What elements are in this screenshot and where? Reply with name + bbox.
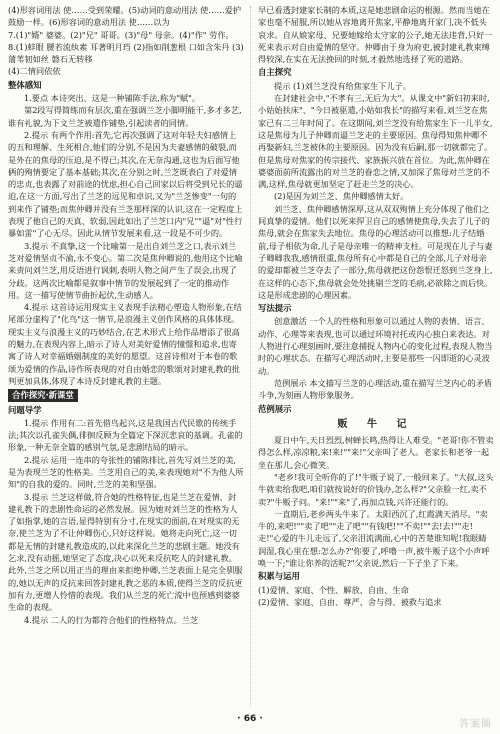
paragraph: 提示 (1)刘兰芝没有给焦家生下儿子。 [274,80,412,91]
paragraph: 刘兰芝、焦仲卿感情深厚,这从双双殉情上充分体现了他们之间真挚的爱情。他们以死来捍卫自己的感情使焦母,失去了儿子的焦母,就会在焦家失去地位。焦母的心理活动可以推想:儿子结婚前,母子相依为命,儿子是母亲唯一的精神支柱。可是现在儿子与妻子卿卿我我,感情很重,焦母所有心中都是自己的全部,儿子对母亲的爱却都被兰芝夺去了一部分,焦母就把这份怨恨迁怒到兰芝身上,在这样的心态下,焦母就会处处挑剔兰芝的毛病,必欲除之而后快。这是形成悲剧的心理因素。 [258,203,493,300]
paragraph: (2)爱情、家庭、自由、尊严、舍与得、被救与追求 [258,596,442,607]
paragraph: 创意激活 一个人的性格和形象可以通过人物的表情、语言、动作、心理等来表现,也可以通过环境衬托或内心独白来表达。对人物进行心理刻画时,要注意捕捉人物内心的变化过程,表现人物当时的心理状态。在描写心理活动时,主要是那些一闪即逝的心灵波动。 [258,316,493,376]
essay-title: 贩 牛 记 [337,418,415,430]
paragraph: 1.提示 作用有二:首先借鸟起兴,这是我国古代民歌的传统手法;其次以孔雀失偶,徘徊反顾为全篇定下深沉悲哀的基调。孔雀的形象,一种无奈全篇的感别气氛,是悲剧结局的暗示。 [8,417,243,453]
paragraph: 在封建社会中,"不孝有三,无后为大"。从课文中"新妇初来时,小姑始扶床"、"今日被驱遣,小姑如我长"的描写来看,刘兰芝在焦家已有二三年时间了。在这期间,刘兰芝没有给焦家生下一儿半女,这是焦母为儿子仲卿而逼兰芝走的主要原因。焦母得知焦仲卿不再娶新妇,兰芝被休的主要原因。因为没有后嗣,那一切就都完了。但是焦母对焦家的传宗接代、家族振兴放在首位。为此,焦仲卿在婆婆面前所流露出的对兰芝的眷恋之情,又加深了焦母对兰芝的不满,这样,焦母就更加坚定了赶走兰芝的决心。 [258,93,493,190]
paragraph: 4.提示 二人的行为都符合他们的性格特点。兰芝 [24,614,199,625]
paragraph: (4)形容词用法 使……受到荣耀。(5)动词的意动用法 使……爱护鼓励一样。(6)形容词的意动用法 使……以为 [8,5,242,28]
paragraph: 4.提示 这首诗运用现实主义表现手法精心塑造人物形象,在结尾部分虚构了"化鸟"这一情节,是浪漫主义创作风格的具体体现。现实主义与浪漫主义的巧妙结合,在艺术形式上给作品增添了很高的魅力,在表现内容上,暗示了诗人对美好爱情的憧憬和追求,也寄寓了诗人对幸福婚姻制度的美好的愿望。这首诗相对于本卷的歌颂为爱情的作品,诗作所表现的对自由婚恋的歌颂对封建礼教的批判更加具体,体现了本诗反封建礼教的主题。 [8,302,242,386]
page-number: · 66 · [237,714,263,724]
section-heading: 积累与运用 [258,571,300,582]
paragraph: 范例展示 本文描写兰芝的心理活动,重在描写兰芝内心的矛盾斗争,为刻画人物形象服务。 [258,377,493,401]
paragraph: 一直期后,老乡两头牛来了。太阳西沉了,红霞满天消尽。"卖牛的,来吧!""卖了吧""走了吧""有钱吧!""不卖!""去!去!""走!走!"心爱的牛儿走远了,父亲泪流满面,心中的苦楚谁知呢!我眼睛润湿,我心里在想:怎么办?"你要了,呼噜一声,被牛贩子这个小声呼唤一下;"谁让你养的活呢?"父亲说,然后一下子坐了下来。 [258,508,490,569]
paragraph: 3.提示 兰芝这样做,符合她的性格特征,也是兰芝在爱情、封建礼教下的悲剧性命运的必然发展。因为她对刘兰芝的性格为人了如指掌,她的言语,显得特别有分寸,在现实的面前,在对现实的无奈,使兰芝为了不让仲卿伤心,只好这样说。她将走向死亡,这一切都是无情的封建礼教造成的,以此来深化兰芝的悲剧主题。她没有乞求,没有动摇,她坚定了态度,决心以死来反抗吃人的封建礼教。此外,兰芝之所以用正当的理由来拒绝仲卿,兰芝表面上是完全驯服的,她以无声的反抗来回答封建礼教之恶的本质,使得兰芝的反抗更加有力,更增人怜惜的表现。我们从兰芝的死亡流中也预感到婆婆生命的表现。 [8,491,243,613]
paragraph: 2.提示 有两个作用:首先,它再次强调了这对年轻夫妇感情上的五和理解、生死相合,他们的分别,不是因为夫妻感情的破裂,而是外在的焦母的压迫,是不得已;其次,在无奈沟通,这也为后面写他俩的殉情要定了基本基础;其次,在分别之时,兰芝既表白了对爱情的忠贞,也表露了对前途的忧虑,担心自己回家以后将受到兄长的逼迫,在这一方面,写出了兰芝的远见和卓识,又为"兰芝惨变"一句的到来作了铺垫;而焦仲卿并没有兰芝那样深的认识,这在一定程度上表现了他自己的天真、软弱,因此如出了兰芝口内"兄""逼"对"性行暴如雷"了心无尽。因此从情节发展来看,这一段是不可少的。 [8,129,243,239]
left-column [8,4,244,626]
paragraph: 夏日中午,天日烈烈,树蝉长鸣,热得让人难受。"老哥!你不管卖得怎么样,凉凉粮,来!来!""来!"父亲叫了老人。老家长和老爷一起坐在那儿,会心微笑。 [258,435,494,470]
section-heading: 问题导学 [8,404,42,415]
paragraph: (2)是因为刘兰芝、焦仲卿感情太好。 [274,191,409,202]
section-banner: 合作探究·新课堂 [8,389,78,401]
paragraph: 7.(1)"婿" 婆婆。(2)"兄" 哥哥。(3)"母" 母亲。(4)"作" 劳作。 [8,29,234,40]
paragraph: 早已看透封建家长制的本质,这是她悲剧命运的根源。然而当她在家也毫不屈服,所以她从容地离开焦家,平静地离开家门,决不低头哀求。自从娘家母、兄要她嫁给太守家的公子,她无法违背,只好一死来表示对自由爱情的坚守。仲卿由于身为府吏,被封建礼教束缚得较深,在实在无法挽回的时刻,才毅然地选择了死的道路。 [258,5,493,65]
paragraph: 2.提示 运用一连串的夸张性的铺陈排比,首先写刘兰芝的美,是为表现兰芝的性格美。兰芝用自己的美,来表现她对"不为他人所知"的自我的爱的。同时,兰芝的美和坚强。 [8,454,244,490]
section-heading: 自主探究 [258,67,292,78]
paragraph: 1.要点 本诗突出、这是一种铺陈手法,称为"赋"。 [24,93,201,104]
paragraph: 3.提示 不真挚,这一个比喻第一是出自刘兰芝之口,表示刘兰芝对爱情坚贞不渝,永不变心。第二次是焦仲卿说的,他用这个比喻来责问刘兰芝,用反语进行讽刺,表明人物之间产生了误会,出现了分歧。这两次比喻都是叙事中情节的发展起到了一定的推动作用。这一描写使情节曲折起伏,生动感人。 [8,240,243,300]
paragraph: 第2段写得简练而有层次,重在强调兰芝小脚明能干,多才多艺,谁有礼貌,为下文兰芝被遣作铺垫,引起读者的同情。 [8,105,242,128]
paragraph: "老乡!我可全听你的了!"牛贩子说了,一般回来了。"大叔,这头牛就卖给我吧,咱们就按说好的价钱办,怎么样?"父亲脸一红,卖不卖?"牛贩子问。"来!""来"了,再加点钱,兴许还能行的。 [258,471,494,507]
section-heading: 写法提示 [258,303,292,314]
right-column [258,4,494,608]
column-divider [250,6,251,706]
watermark: 答案圈 [459,719,492,730]
paragraph: (4)二情同依依 [8,66,61,77]
paragraph: (1)爱情、家庭、个性、解放、自由、生命 [258,584,409,595]
section-heading: 整体感知 [8,79,42,90]
section-heading: 范例展示 [258,403,292,414]
paragraph: 8.(1)蚌眼 腰若流纨素 耳著明月珰 (2)指如削葱根 口如含朱丹 (3)蒲苇韧如丝 磐石无转移 [8,41,244,65]
